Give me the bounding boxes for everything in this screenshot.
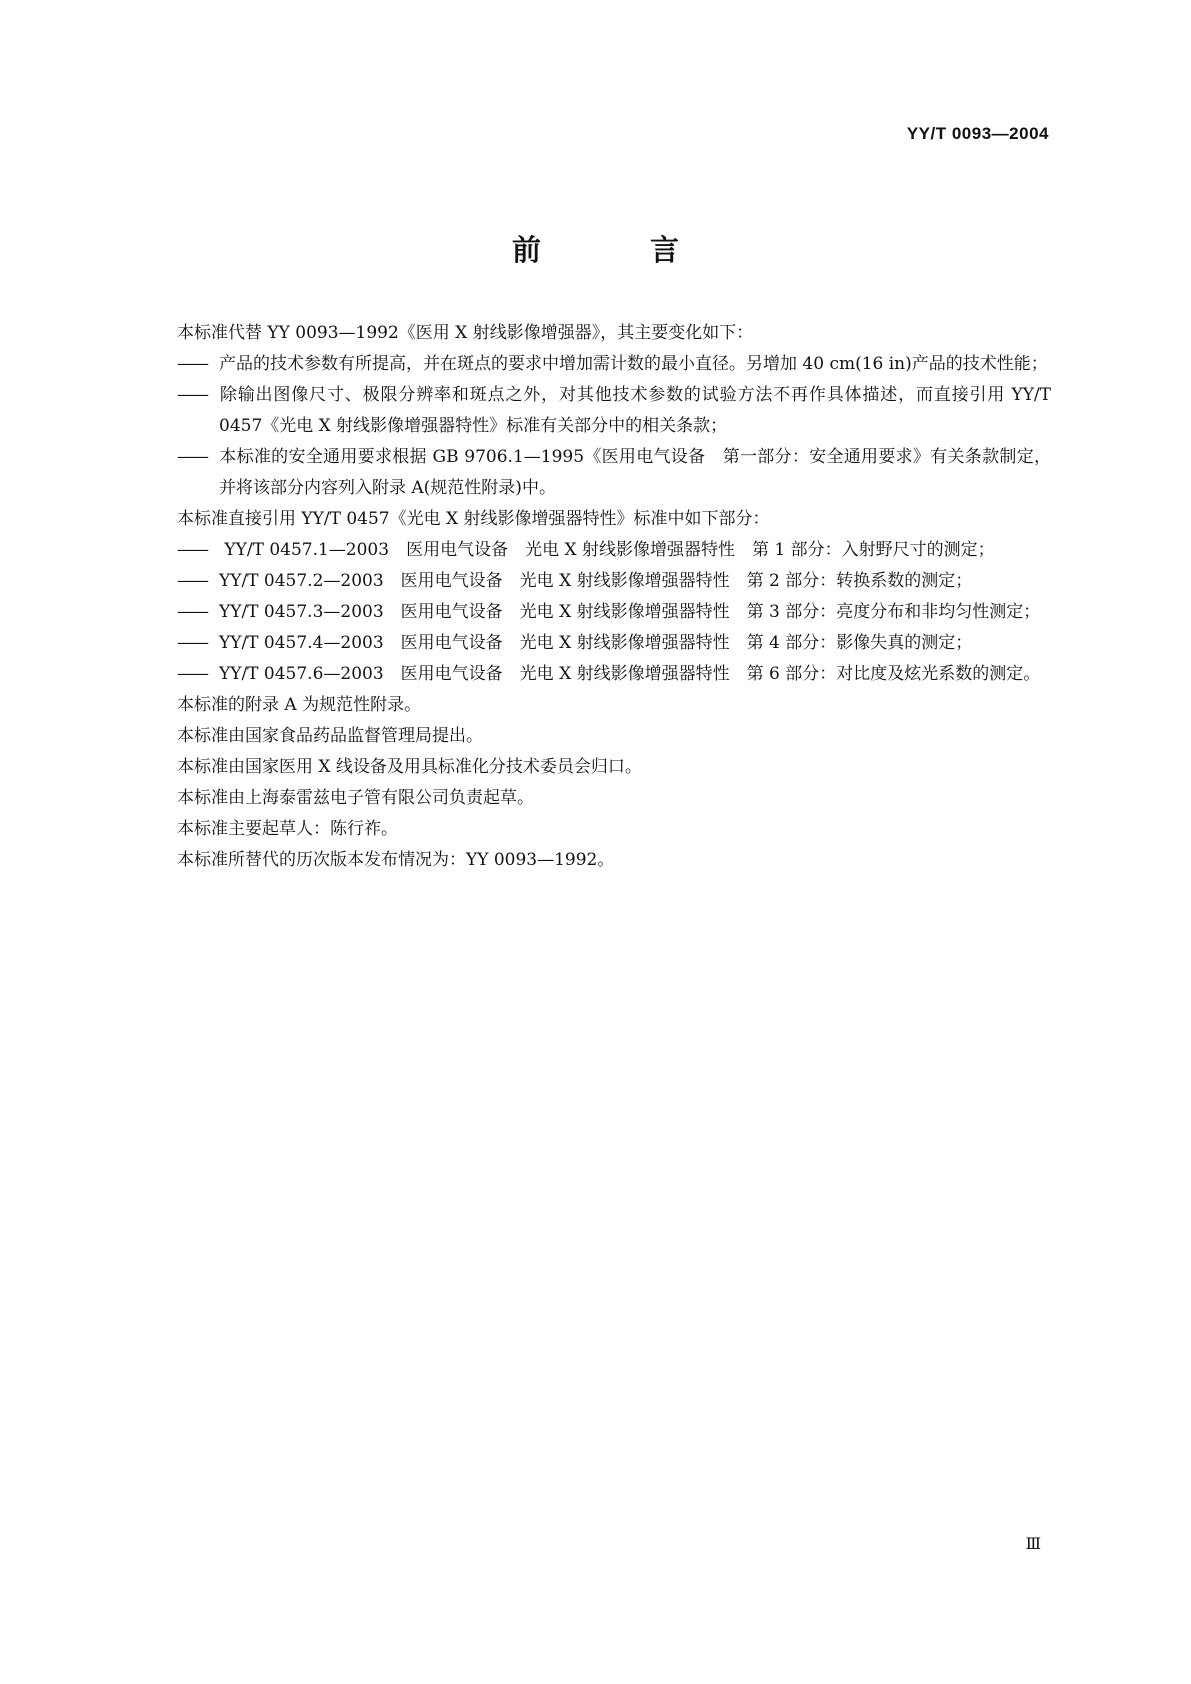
dash-marker: —— [177,354,207,374]
list-item-text: 除输出图像尺寸、极限分辨率和斑点之外，对其他技术参数的试验方法不再作具体描述，而直接引用 YY/T 0457《光电 X 射线影像增强器特性》标准有关部分中的相关条款； [219,385,1051,436]
closing-paragraph: 本标准由国家医用 X 线设备及用具标准化分技术委员会归口。 [177,757,642,777]
list-item-text: YY/T 0457.1—2003 医用电气设备 光电 X 射线影像增强器特性 第 1 部分：入射野尺寸的测定； [219,540,995,560]
list-item [177,535,1051,566]
closing-paragraph: 本标准的附录 A 为规范性附录。 [177,695,422,715]
list-item [177,566,1051,597]
reference-intro-paragraph: 本标准直接引用 YY/T 0457《光电 X 射线影像增强器特性》标准中如下部分： [177,509,770,529]
dash-marker: —— [177,602,207,622]
list-item-text: 本标准的安全通用要求根据 GB 9706.1—1995《医用电气设备 第一部分：安全通用要求》有关条款制定，并将该部分内容列入附录 A(规范性附录)中。 [219,447,1051,498]
changes-list [177,349,1051,504]
list-item-text: YY/T 0457.4—2003 医用电气设备 光电 X 射线影像增强器特性 第 4 部分：影像失真的测定； [219,633,973,653]
list-item [177,380,1051,442]
list-item [177,442,1051,504]
dash-marker: —— [177,571,207,591]
standard-code: YY/T 0093—2004 [906,124,1049,143]
list-item [177,597,1051,628]
list-item [177,659,1051,690]
list-item-text: 产品的技术参数有所提高，并在斑点的要求中增加需计数的最小直径。另增加 40 cm(16 in)产品的技术性能； [219,354,1048,374]
dash-marker: —— [177,664,207,684]
closing-paragraph: 本标准所替代的历次版本发布情况为：YY 0093—1992。 [177,850,615,870]
dash-marker: —— [177,540,207,560]
page-title: 前 言 [511,233,719,267]
references-list [177,535,1051,690]
closing-paragraph: 本标准主要起草人：陈行祚。 [177,819,398,839]
dash-marker: —— [177,447,207,467]
list-item [177,349,1051,380]
dash-marker: —— [177,385,207,405]
closing-paragraph: 本标准由国家食品药品监督管理局提出。 [177,726,483,746]
list-item-text: YY/T 0457.3—2003 医用电气设备 光电 X 射线影像增强器特性 第 3 部分：亮度分布和非均匀性测定； [219,602,1041,622]
intro-paragraph: 本标准代替 YY 0093—1992《医用 X 射线影像增强器》，其主要变化如下： [177,323,754,343]
page-number: Ⅲ [1025,1536,1041,1553]
list-item-text: YY/T 0457.6—2003 医用电气设备 光电 X 射线影像增强器特性 第 6 部分：对比度及炫光系数的测定。 [219,664,1041,684]
list-item [177,628,1051,659]
list-item-text: YY/T 0457.2—2003 医用电气设备 光电 X 射线影像增强器特性 第 2 部分：转换系数的测定； [219,571,973,591]
closing-paragraph: 本标准由上海泰雷兹电子管有限公司负责起草。 [177,788,534,808]
foreword-body [177,318,1051,876]
dash-marker: —— [177,633,207,653]
